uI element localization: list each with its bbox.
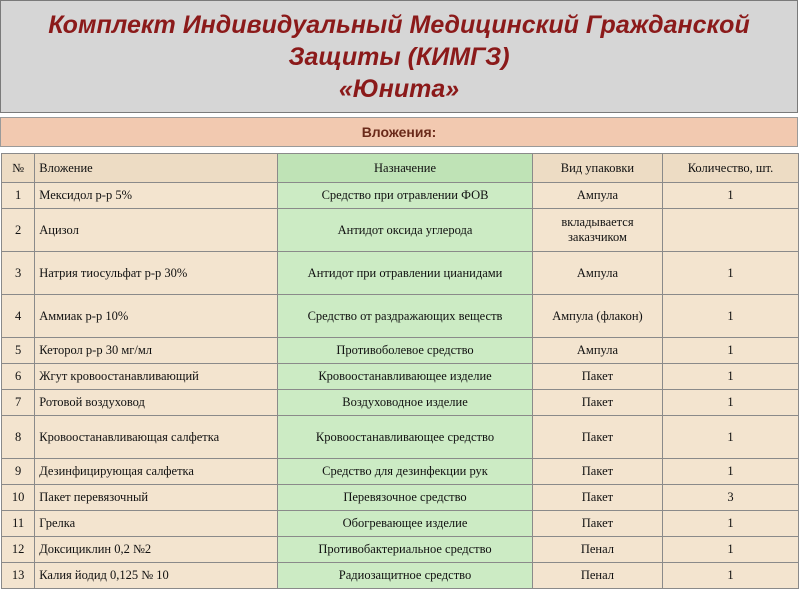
table-row	[2, 183, 799, 209]
cell-quantity: 1	[662, 537, 798, 563]
cell-packaging: Ампула	[532, 183, 662, 209]
cell-quantity: 1	[662, 295, 798, 338]
table-row	[2, 209, 799, 252]
cell-packaging: Пакет	[532, 485, 662, 511]
cell-purpose: Антидот оксида углерода	[278, 209, 533, 252]
cell-packaging: Ампула	[532, 338, 662, 364]
cell-quantity: 1	[662, 390, 798, 416]
cell-item: Жгут кровоостанавливающий	[35, 364, 278, 390]
cell-number: 10	[2, 485, 35, 511]
cell-item: Пакет перевязочный	[35, 485, 278, 511]
column-header-packaging: Вид упаковки	[532, 154, 662, 183]
cell-number: 12	[2, 537, 35, 563]
cell-number: 2	[2, 209, 35, 252]
table-row	[2, 295, 799, 338]
cell-item: Доксициклин 0,2 №2	[35, 537, 278, 563]
cell-purpose: Противобактериальное средство	[278, 537, 533, 563]
cell-item: Калия йодид 0,125 № 10	[35, 563, 278, 589]
table-row	[2, 338, 799, 364]
cell-purpose: Антидот при отравлении цианидами	[278, 252, 533, 295]
cell-item: Дезинфицирующая салфетка	[35, 459, 278, 485]
page-title-line-1: Комплект Индивидуальный Медицинский Гражданской	[48, 10, 750, 39]
contents-table	[1, 153, 799, 589]
section-subtitle: Вложения:	[361, 124, 437, 140]
cell-number: 13	[2, 563, 35, 589]
cell-quantity: 1	[662, 459, 798, 485]
cell-purpose: Средство для дезинфекции рук	[278, 459, 533, 485]
cell-item: Ротовой воздуховод	[35, 390, 278, 416]
cell-number: 5	[2, 338, 35, 364]
cell-packaging: Пенал	[532, 537, 662, 563]
cell-number: 8	[2, 416, 35, 459]
table-row	[2, 390, 799, 416]
cell-quantity: 1	[662, 338, 798, 364]
page-title-line-2: Защиты (КИМГЗ)	[288, 42, 510, 71]
cell-number: 9	[2, 459, 35, 485]
cell-purpose: Кровоостанавливающее изделие	[278, 364, 533, 390]
cell-packaging: Пакет	[532, 416, 662, 459]
cell-purpose: Средство от раздражающих веществ	[278, 295, 533, 338]
cell-quantity: 1	[662, 252, 798, 295]
table-row	[2, 485, 799, 511]
table-row	[2, 563, 799, 589]
cell-purpose: Воздуховодное изделие	[278, 390, 533, 416]
table-row	[2, 364, 799, 390]
cell-purpose: Средство при отравлении ФОВ	[278, 183, 533, 209]
cell-number: 3	[2, 252, 35, 295]
cell-item: Кеторол р-р 30 мг/мл	[35, 338, 278, 364]
table-header-row	[2, 154, 799, 183]
cell-item: Кровоостанавливающая салфетка	[35, 416, 278, 459]
cell-number: 1	[2, 183, 35, 209]
column-header-purpose: Назначение	[278, 154, 533, 183]
cell-quantity: 1	[662, 364, 798, 390]
table-row	[2, 252, 799, 295]
cell-number: 6	[2, 364, 35, 390]
cell-purpose: Радиозащитное средство	[278, 563, 533, 589]
cell-packaging: Ампула (флакон)	[532, 295, 662, 338]
table-row	[2, 459, 799, 485]
cell-packaging: Пакет	[532, 390, 662, 416]
column-header-item: Вложение	[35, 154, 278, 183]
cell-packaging: Ампула	[532, 252, 662, 295]
cell-number: 11	[2, 511, 35, 537]
cell-quantity	[662, 209, 798, 252]
cell-quantity: 1	[662, 183, 798, 209]
cell-quantity: 1	[662, 563, 798, 589]
cell-quantity: 1	[662, 416, 798, 459]
cell-number: 4	[2, 295, 35, 338]
cell-item: Мексидол р-р 5%	[35, 183, 278, 209]
title-banner	[0, 0, 798, 113]
column-header-quantity: Количество, шт.	[662, 154, 798, 183]
cell-purpose: Перевязочное средство	[278, 485, 533, 511]
cell-item: Натрия тиосульфат р-р 30%	[35, 252, 278, 295]
cell-packaging: Пакет	[532, 459, 662, 485]
cell-purpose: Обогревающее изделие	[278, 511, 533, 537]
cell-packaging: Пакет	[532, 364, 662, 390]
cell-number: 7	[2, 390, 35, 416]
column-header-number: №	[2, 154, 35, 183]
table-row	[2, 511, 799, 537]
cell-purpose: Противоболевое средство	[278, 338, 533, 364]
cell-packaging: Пенал	[532, 563, 662, 589]
cell-purpose: Кровоостанавливающее средство	[278, 416, 533, 459]
cell-item: Грелка	[35, 511, 278, 537]
table-row	[2, 416, 799, 459]
cell-quantity: 3	[662, 485, 798, 511]
page-title-line-3: «Юнита»	[338, 74, 460, 103]
subtitle-banner	[0, 117, 798, 147]
cell-item: Аммиак р-р 10%	[35, 295, 278, 338]
cell-quantity: 1	[662, 511, 798, 537]
cell-item: Ацизол	[35, 209, 278, 252]
table-row	[2, 537, 799, 563]
cell-packaging: вкладывается заказчиком	[532, 209, 662, 252]
cell-packaging: Пакет	[532, 511, 662, 537]
